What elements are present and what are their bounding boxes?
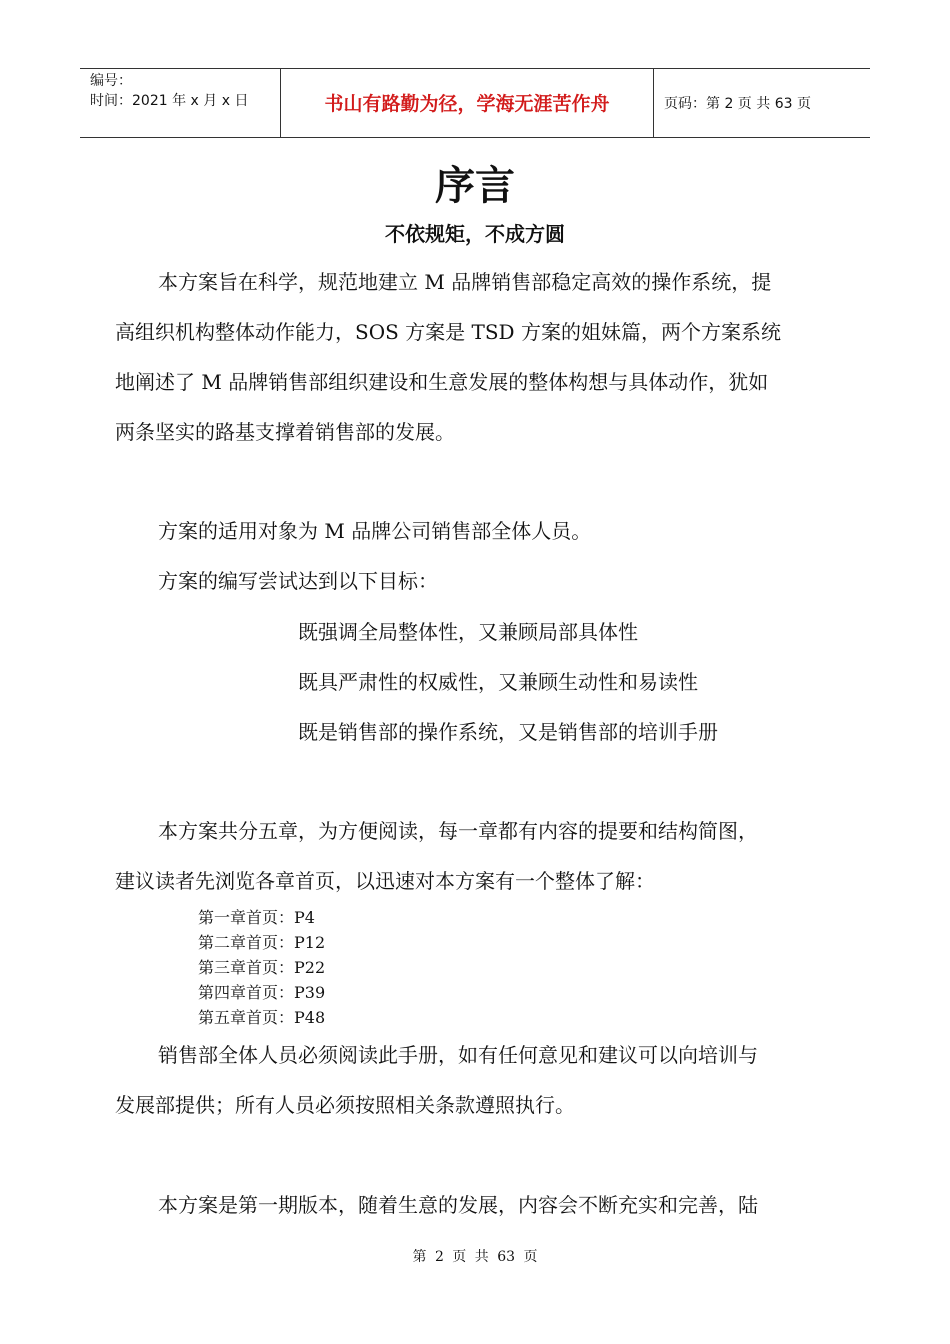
paragraph-line: 本方案共分五章，为方便阅读，每一章都有内容的提要和结构简图，: [158, 819, 758, 843]
page-title: 序言: [435, 163, 515, 209]
paragraph-line: 销售部全体人员必须阅读此手册，如有任何意见和建议可以向培训与: [158, 1043, 758, 1067]
chapter-item: 第三章首页：P22: [198, 958, 326, 977]
header-meta: [80, 69, 281, 137]
structure-paragraph: [115, 806, 837, 906]
intro-paragraph: [115, 257, 837, 457]
paragraph-line: 发展部提供；所有人员必须按照相关条款遵照执行。: [115, 1093, 575, 1117]
chapter-item: 第二章首页：P12: [198, 933, 326, 952]
paragraph-line: 两条坚实的路基支撑着销售部的发展。: [115, 420, 455, 444]
requirement-paragraph: [115, 1030, 837, 1130]
chapter-item: 第一章首页：P4: [198, 908, 315, 927]
header-page-number: 页码：第 2 页 共 63 页: [664, 96, 811, 112]
paragraph-line: 本方案旨在科学，规范地建立 M 品牌销售部稳定高效的操作系统，提: [158, 270, 772, 294]
chapter-item: 第四章首页：P39: [198, 983, 326, 1002]
document-number-label: 编号：: [90, 73, 132, 89]
document-time-label: 时间：2021 年 x 月 x 日: [90, 93, 249, 109]
paragraph-line: 方案的适用对象为 M 品牌公司销售部全体人员。: [158, 519, 592, 543]
scope-paragraph: [115, 506, 837, 606]
goal-item: 既强调全局整体性，又兼顾局部具体性: [298, 620, 638, 644]
goal-item: 既具严肃性的权威性，又兼顾生动性和易读性: [298, 670, 698, 694]
page-footer: 第 2 页 共 63 页: [412, 1249, 538, 1265]
header-motto: 书山有路勤为径，学海无涯苦作舟: [281, 69, 654, 137]
page-subtitle: 不依规矩，不成方圆: [385, 222, 565, 246]
paragraph-line: 本方案是第一期版本，随着生意的发展，内容会不断充实和完善，陆: [158, 1193, 758, 1217]
paragraph-line: 地阐述了 M 品牌销售部组织建设和生意发展的整体构想与具体动作，犹如: [115, 370, 769, 394]
version-paragraph: [115, 1180, 837, 1230]
paragraph-line: 高组织机构整体动作能力，SOS 方案是 TSD 方案的姐妹篇，两个方案系统: [115, 320, 781, 344]
paragraph-line: 建议读者先浏览各章首页，以迅速对本方案有一个整体了解：: [115, 869, 655, 893]
page-header: [80, 68, 870, 138]
chapter-item: 第五章首页：P48: [198, 1008, 326, 1027]
chapter-list: [198, 905, 325, 1030]
paragraph-line: 方案的编写尝试达到以下目标：: [158, 569, 438, 593]
goal-item: 既是销售部的操作系统，又是销售部的培训手册: [298, 720, 718, 744]
